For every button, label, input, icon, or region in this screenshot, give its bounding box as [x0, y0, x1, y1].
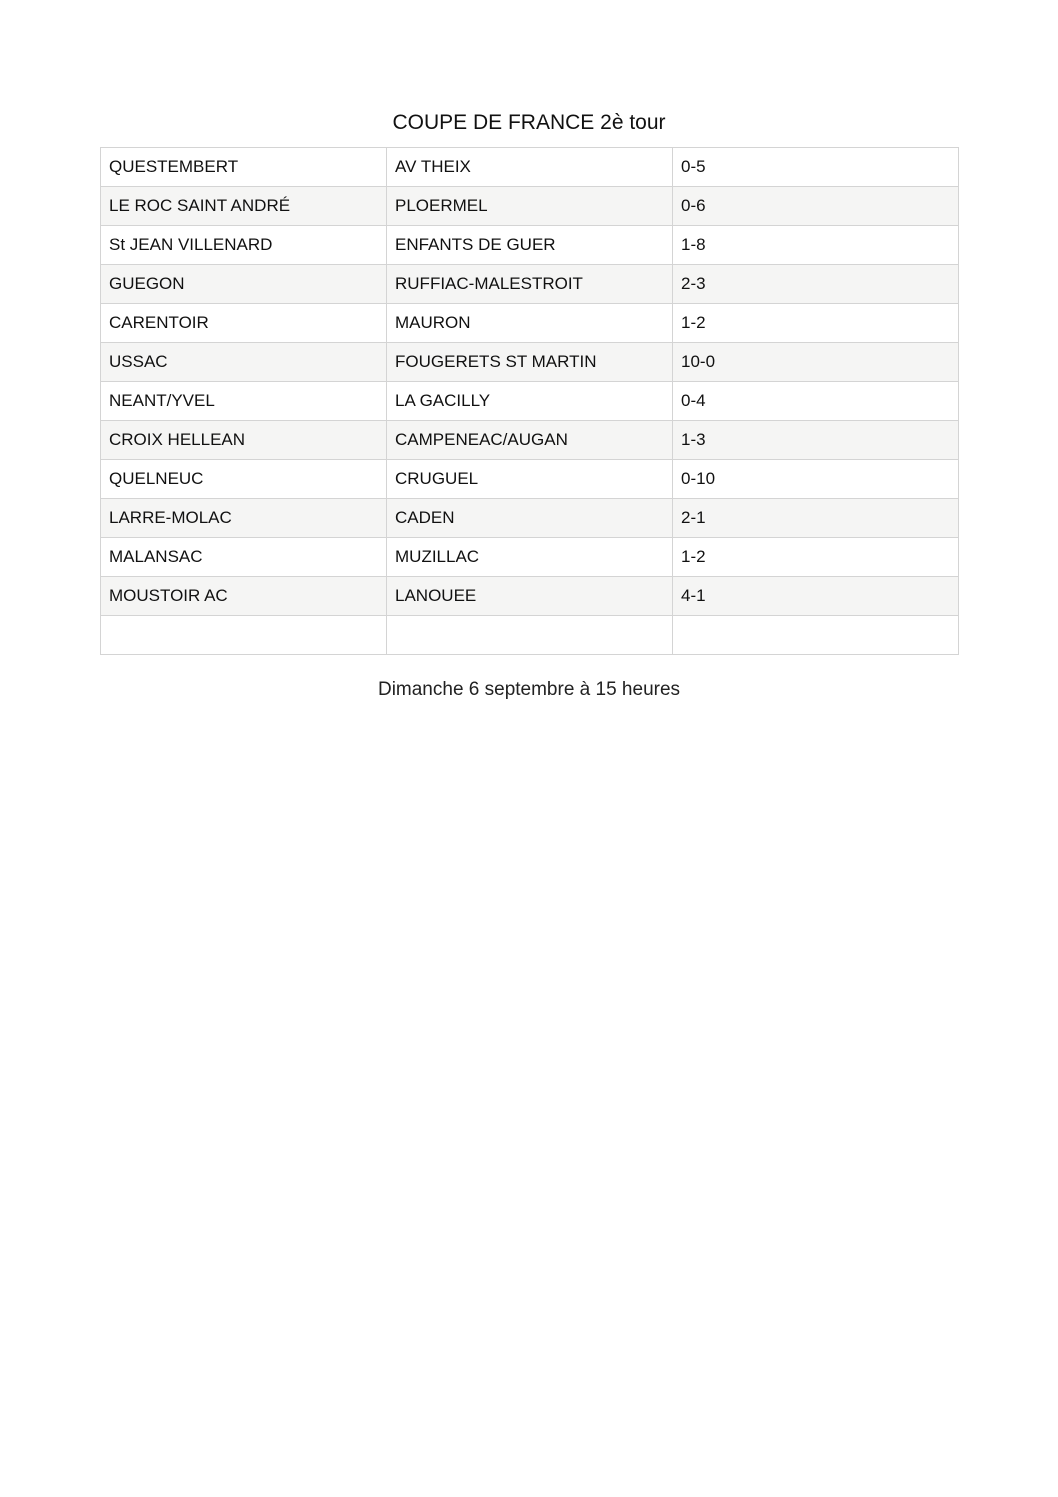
table-row [101, 187, 959, 226]
page-title: COUPE DE FRANCE 2è tour [392, 111, 666, 134]
away-team-cell: CADEN [387, 499, 673, 538]
home-team-cell: QUELNEUC [101, 460, 387, 499]
home-team-cell: CARENTOIR [101, 304, 387, 343]
away-team-cell: CAMPENEAC/AUGAN [387, 421, 673, 460]
table-row [101, 148, 959, 187]
table-row-empty [101, 616, 959, 655]
score-cell: 2-1 [673, 499, 959, 538]
table-row [101, 343, 959, 382]
away-team-cell: RUFFIAC-MALESTROIT [387, 265, 673, 304]
results-table-body [101, 148, 959, 655]
away-team-cell: ENFANTS DE GUER [387, 226, 673, 265]
score-cell: 0-6 [673, 187, 959, 226]
home-team-cell: GUEGON [101, 265, 387, 304]
results-table [100, 147, 959, 655]
score-cell: 1-2 [673, 304, 959, 343]
score-cell: 2-3 [673, 265, 959, 304]
away-team-cell: PLOERMEL [387, 187, 673, 226]
away-team-cell: FOUGERETS ST MARTIN [387, 343, 673, 382]
table-row [101, 226, 959, 265]
away-team-cell: LANOUEE [387, 577, 673, 616]
table-row [101, 577, 959, 616]
table-row [101, 265, 959, 304]
match-date-note: Dimanche 6 septembre à 15 heures [377, 679, 681, 700]
score-cell: 4-1 [673, 577, 959, 616]
away-team-cell: CRUGUEL [387, 460, 673, 499]
table-row [101, 538, 959, 577]
score-cell: 1-3 [673, 421, 959, 460]
away-team-cell: MUZILLAC [387, 538, 673, 577]
home-team-cell [101, 616, 387, 655]
home-team-cell: MOUSTOIR AC [101, 577, 387, 616]
away-team-cell: AV THEIX [387, 148, 673, 187]
table-row [101, 460, 959, 499]
home-team-cell: QUESTEMBERT [101, 148, 387, 187]
home-team-cell: USSAC [101, 343, 387, 382]
home-team-cell: St JEAN VILLENARD [101, 226, 387, 265]
score-cell: 10-0 [673, 343, 959, 382]
away-team-cell: MAURON [387, 304, 673, 343]
away-team-cell [387, 616, 673, 655]
score-cell: 0-4 [673, 382, 959, 421]
score-cell: 1-2 [673, 538, 959, 577]
home-team-cell: LE ROC SAINT ANDRÉ [101, 187, 387, 226]
score-cell: 1-8 [673, 226, 959, 265]
home-team-cell: LARRE-MOLAC [101, 499, 387, 538]
table-row [101, 499, 959, 538]
score-cell [673, 616, 959, 655]
table-row [101, 304, 959, 343]
away-team-cell: LA GACILLY [387, 382, 673, 421]
home-team-cell: MALANSAC [101, 538, 387, 577]
home-team-cell: CROIX HELLEAN [101, 421, 387, 460]
home-team-cell: NEANT/YVEL [101, 382, 387, 421]
table-row [101, 382, 959, 421]
score-cell: 0-5 [673, 148, 959, 187]
table-row [101, 421, 959, 460]
score-cell: 0-10 [673, 460, 959, 499]
